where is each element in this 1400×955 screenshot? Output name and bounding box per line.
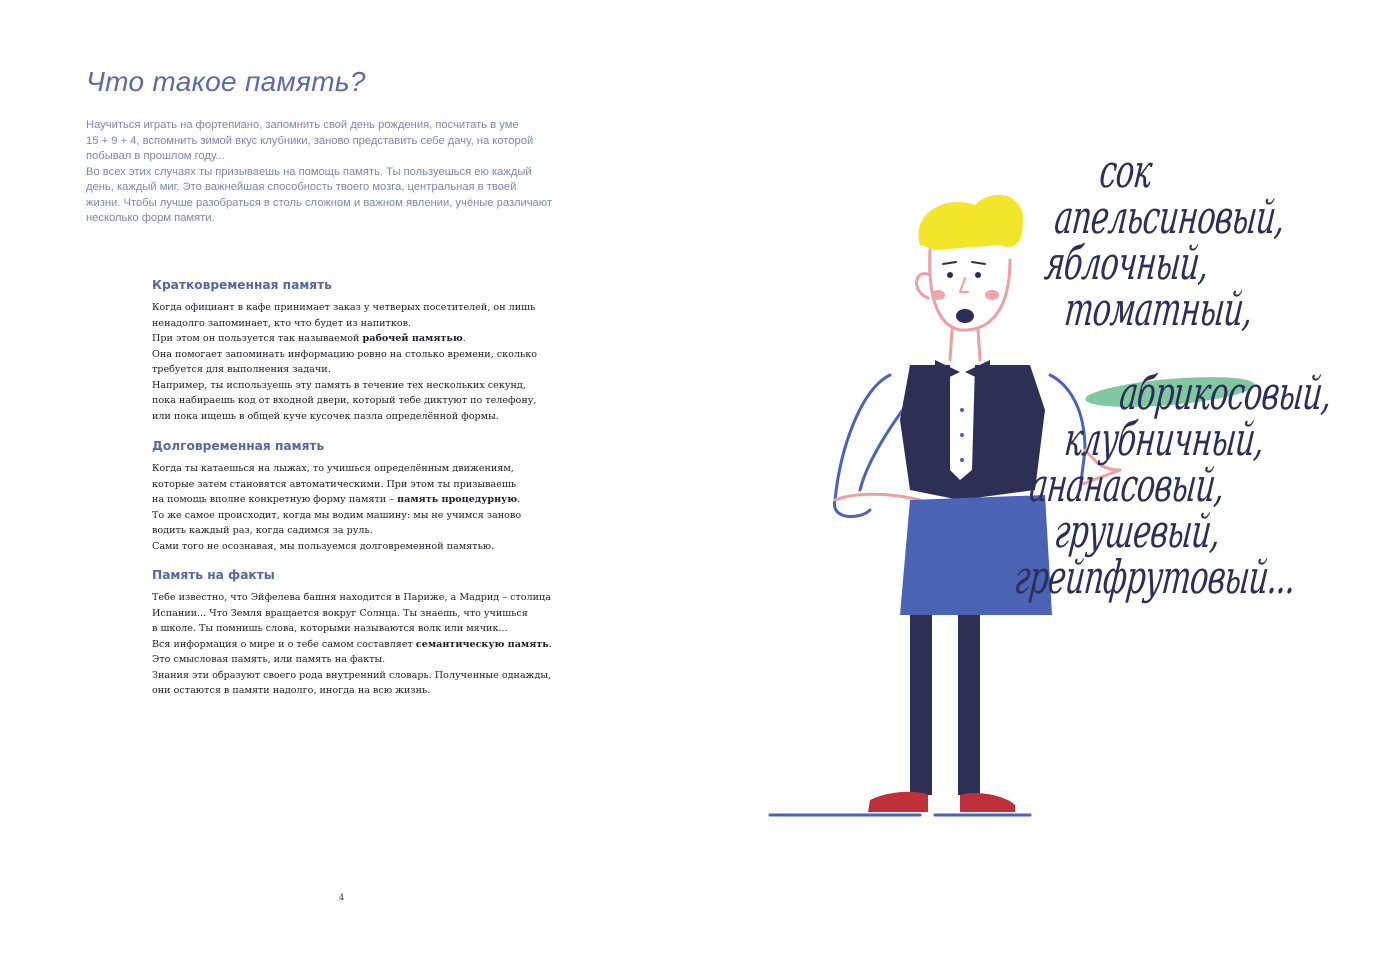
handwritten-word: грейпфрутовый... xyxy=(1012,550,1298,604)
body-line: или пока ищешь в общей куче кусочек пазла определённой формы. xyxy=(152,410,499,422)
shirt-front xyxy=(950,365,975,480)
section-body xyxy=(152,590,572,699)
nose xyxy=(960,278,968,292)
body-line: ненадолго запоминает, кто что будет из напитков. xyxy=(152,317,412,329)
body-line: Когда официант в кафе принимает заказ у четверых посетителей, он лишь xyxy=(152,302,536,313)
neck xyxy=(950,330,980,360)
eye xyxy=(975,272,981,278)
body-line: То же самое происходит, когда мы водим машину: мы не учимся заново xyxy=(152,509,522,521)
body-line: требуется для выполнения задачи. xyxy=(152,364,331,375)
body-line: Тебе известно, что Эйфелева башня находится в Париже, а Мадрид – столица xyxy=(152,592,551,603)
shoe xyxy=(868,792,928,812)
handwritten-juice-list xyxy=(1010,144,1390,604)
body-line: При этом он пользуется так называемой рабочей памятью. xyxy=(152,333,466,344)
handwritten-word: абрикосовый, xyxy=(1117,366,1334,420)
ear xyxy=(916,274,930,298)
handwritten-word: апельсиновый, xyxy=(1052,190,1288,244)
body-line: Испании... Что Земля вращается вокруг Солнца. Ты знаешь, что учишься xyxy=(152,607,528,619)
body-line: Например, ты используешь эту память в течение тех нескольких секунд, xyxy=(152,379,526,391)
body-line: Вся информация о мире и о тебе самом составляет семантическую память. xyxy=(152,638,552,650)
section-body xyxy=(152,300,572,424)
key-term: семантическую память xyxy=(415,638,549,650)
shoe xyxy=(960,793,1015,812)
section-heading: Долговременная память xyxy=(152,439,325,453)
section-body xyxy=(152,461,572,554)
body-line: Когда ты катаешься на лыжах, то учишься определённым движениям, xyxy=(152,463,514,474)
intro-line: день, каждый миг. Это важнейшая способность твоего мозга, центральная в твоей xyxy=(86,181,517,193)
page-title: Что такое память? xyxy=(86,66,366,97)
section-heading: Память на факты xyxy=(152,568,275,582)
intro-line: несколько форм памяти. xyxy=(86,212,215,224)
handwritten-word: ананасовый, xyxy=(1027,458,1227,512)
handwritten-word: сок xyxy=(1097,144,1155,198)
intro-line: 15 + 9 + 4, вспомнить зимой вкус клубники, заново представить себе дачу, на которой xyxy=(86,134,534,147)
page-number: 4 xyxy=(339,893,345,902)
leg xyxy=(958,615,980,795)
body-line: на помощь вполне конкретную форму памяти – память процедурную. xyxy=(152,494,521,505)
intro-line: Во всех этих случаях ты призываешь на помощь память. Ты пользуешься ею каждый xyxy=(86,165,532,178)
key-term: память процедурную xyxy=(397,494,518,505)
body-line: Сами того не осознавая, мы пользуемся долговременной памятью. xyxy=(152,540,495,552)
handwritten-word: томатный, xyxy=(1062,282,1255,336)
section-short-term-memory xyxy=(152,278,572,424)
key-term: рабочей памятью xyxy=(362,333,463,344)
handwritten-word: яблочный, xyxy=(1042,236,1211,290)
body-line: в школе. Ты помнишь слова, которыми называются волк или мячик... xyxy=(152,623,508,634)
handwritten-word: грушевый, xyxy=(1052,504,1223,558)
mouth xyxy=(956,309,974,323)
body-line: Знания эти образуют своего рода внутренний словарь. Полученные однажды, xyxy=(152,669,552,681)
intro-line: жизни. Чтобы лучше разобраться в столь сложном и важном явлении, учёные различают xyxy=(86,196,553,209)
section-semantic-memory xyxy=(152,568,572,699)
cheek xyxy=(931,290,945,300)
body-line: водить каждый раз, когда садимся за руль. xyxy=(152,525,373,536)
intro-paragraph xyxy=(86,118,586,227)
leg xyxy=(910,615,932,795)
body-line: пока набираешь код от входной двери, который тебе диктуют по телефону, xyxy=(152,395,537,406)
body-line: которые затем становятся автоматическими. При этом ты призываешь xyxy=(152,478,517,490)
section-long-term-memory xyxy=(152,439,572,554)
eye xyxy=(947,272,953,278)
body-line: Это смысловая память, или память на факты. xyxy=(152,654,386,665)
intro-line: Научиться играть на фортепиано, запомнить свой день рождения, посчитать в уме xyxy=(86,119,519,131)
body-line: они остаются в памяти надолго, иногда на всю жизнь. xyxy=(152,685,431,696)
body-line: Она помогает запоминать информацию ровно на столько времени, сколько xyxy=(152,348,538,360)
hip-line xyxy=(835,494,920,500)
eyebrow xyxy=(972,262,985,264)
intro-line: побывал в прошлом году... xyxy=(86,150,225,162)
hair xyxy=(918,195,1023,250)
section-heading: Кратковременная память xyxy=(152,278,332,292)
eyebrow xyxy=(943,262,956,264)
handwritten-word: клубничный, xyxy=(1062,412,1267,466)
cheek xyxy=(985,290,999,300)
